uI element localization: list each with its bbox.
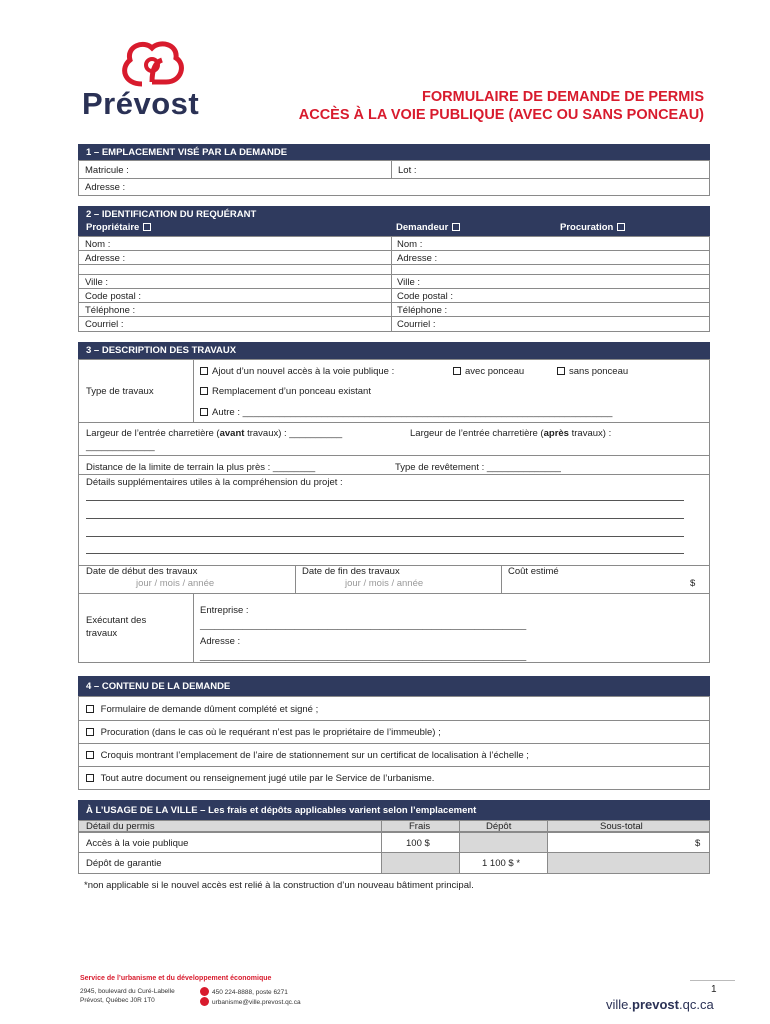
- details-label: Détails supplémentaires utiles à la compréhension du projet :: [86, 477, 343, 488]
- row-acces-frais: 100 $: [406, 838, 430, 849]
- adresse-left[interactable]: Adresse :: [85, 253, 126, 264]
- opt-avec-ponceau[interactable]: avec ponceau: [453, 366, 524, 377]
- entreprise-label: Entreprise :: [200, 605, 249, 616]
- fees-note: *non applicable si le nouvel accès est relié à la construction d’un nouveau bâtiment principal.: [84, 880, 474, 891]
- date-debut-label[interactable]: Date de début des travaux: [86, 566, 198, 577]
- row-acces-label: Accès à la voie publique: [86, 838, 189, 849]
- footer-address2: Prévost, Québec J0R 1T0: [80, 997, 155, 1004]
- autre-checkbox[interactable]: [200, 408, 208, 416]
- depot-cell-shaded: [460, 833, 547, 852]
- footer-website[interactable]: ville.prevost.qc.ca: [606, 997, 714, 1012]
- col-sous-total: Sous-total: [600, 821, 643, 832]
- footer-service: Service de l’urbanisme et du développement économique: [80, 975, 272, 982]
- logo-wordmark: Prévost: [82, 86, 200, 121]
- courriel-right[interactable]: Courriel :: [397, 319, 436, 330]
- section2-header: 2 – IDENTIFICATION DU REQUÉRANT Propriétaire Demandeur Procuration: [78, 206, 710, 236]
- revetement-field[interactable]: Type de revêtement : ______________: [395, 462, 561, 473]
- col-depot: Dépôt: [486, 821, 512, 832]
- details-line-2[interactable]: [86, 518, 684, 519]
- proprietaire-checkbox[interactable]: [143, 223, 151, 231]
- adresse-field[interactable]: Adresse :: [85, 182, 126, 193]
- lot-field[interactable]: Lot :: [398, 165, 417, 176]
- usage-ville-header: À L’USAGE DE LA VILLE – Les frais et dépôts applicables varient selon l’emplacement: [78, 800, 710, 820]
- contenu-checkbox-2[interactable]: [86, 728, 94, 736]
- nouvel-acces-checkbox[interactable]: [200, 367, 208, 375]
- row-depot-depot: 1 100 $ *: [482, 858, 521, 869]
- opt-nouvel-acces[interactable]: Ajout d’un nouvel accès à la voie publique :: [200, 366, 394, 377]
- largeur-avant[interactable]: Largeur de l’entrée charretière (avant travaux) : __________: [86, 428, 343, 439]
- executant-adresse-label: Adresse :: [200, 636, 241, 647]
- contenu-item-3[interactable]: Croquis montrant l’emplacement de l’aire de stationnement sur un certificat de localisation à l’échelle ;: [86, 750, 529, 761]
- contenu-checkbox-3[interactable]: [86, 751, 94, 759]
- footer-phone: 450 224-8888, poste 6271: [200, 987, 288, 996]
- frais-cell-shaded: [382, 853, 459, 873]
- email-icon: [200, 997, 209, 1006]
- remplacement-checkbox[interactable]: [200, 387, 208, 395]
- ville-left[interactable]: Ville :: [85, 277, 109, 288]
- avec-ponceau-checkbox[interactable]: [453, 367, 461, 375]
- contenu-checkbox-1[interactable]: [86, 705, 94, 713]
- nom-right[interactable]: Nom :: [397, 239, 423, 250]
- nom-left[interactable]: Nom :: [85, 239, 111, 250]
- logo-icon: [118, 38, 188, 90]
- distance-field[interactable]: Distance de la limite de terrain la plus près : ________: [86, 462, 316, 473]
- courriel-left[interactable]: Courriel :: [85, 319, 124, 330]
- footer-email[interactable]: urbanisme@ville.prevost.qc.ca: [200, 997, 301, 1006]
- telephone-right[interactable]: Téléphone :: [397, 305, 448, 316]
- procuration-checkbox[interactable]: [617, 223, 625, 231]
- date-fin-label[interactable]: Date de fin des travaux: [302, 566, 400, 577]
- adresse-right[interactable]: Adresse :: [397, 253, 438, 264]
- opt-remplacement[interactable]: Remplacement d’un ponceau existant: [200, 386, 371, 397]
- col-detail: Détail du permis: [86, 821, 155, 832]
- executant-adresse-line[interactable]: _____________________________________________________________________: [200, 651, 527, 661]
- code-postal-left[interactable]: Code postal :: [85, 291, 141, 302]
- matricule-field[interactable]: Matricule :: [85, 165, 129, 176]
- demandeur-checkbox[interactable]: [452, 223, 460, 231]
- code-postal-right[interactable]: Code postal :: [397, 291, 453, 302]
- type-travaux-label: Type de travaux: [86, 386, 154, 397]
- row-acces-soustotal[interactable]: $: [695, 838, 701, 849]
- opt-sans-ponceau[interactable]: sans ponceau: [557, 366, 628, 377]
- phone-icon: [200, 987, 209, 996]
- section4-header: 4 – CONTENU DE LA DEMANDE: [78, 676, 710, 696]
- telephone-left[interactable]: Téléphone :: [85, 305, 136, 316]
- contenu-checkbox-4[interactable]: [86, 774, 94, 782]
- form-title: FORMULAIRE DE DEMANDE DE PERMIS ACCÈS À LA VOIE PUBLIQUE (AVEC OU SANS PONCEAU): [298, 89, 704, 123]
- largeur-apres[interactable]: Largeur de l’entrée charretière (après travaux) :: [410, 428, 612, 439]
- cout-dollar: $: [690, 578, 696, 589]
- footer-address1: 2945, boulevard du Curé-Labelle: [80, 988, 175, 995]
- cout-label[interactable]: Coût estimé: [508, 566, 559, 577]
- executant-label: Exécutant des travaux: [86, 615, 147, 639]
- section1-header: 1 – EMPLACEMENT VISÉ PAR LA DEMANDE: [78, 144, 710, 160]
- date-fin-hint: jour / mois / année: [345, 578, 424, 589]
- largeur-apres-line[interactable]: _____________: [86, 441, 155, 452]
- soustotal-cell-shaded: [548, 853, 709, 873]
- contenu-item-4[interactable]: Tout autre document ou renseignement jugé utile par le Service de l’urbanisme.: [86, 773, 434, 784]
- contenu-item-1[interactable]: Formulaire de demande dûment complété et signé ;: [86, 704, 318, 715]
- details-line-4[interactable]: [86, 553, 684, 554]
- row-depot-label: Dépôt de garantie: [86, 858, 162, 869]
- sans-ponceau-checkbox[interactable]: [557, 367, 565, 375]
- ville-right[interactable]: Ville :: [397, 277, 421, 288]
- details-line-3[interactable]: [86, 536, 684, 537]
- details-line-1[interactable]: [86, 500, 684, 501]
- page-number: 1: [711, 984, 717, 995]
- section3-header: 3 – DESCRIPTION DES TRAVAUX: [78, 342, 710, 359]
- contenu-item-2[interactable]: Procuration (dans le cas où le requérant n’est pas le propriétaire de l’immeuble) ;: [86, 727, 441, 738]
- entreprise-line[interactable]: _____________________________________________________________________: [200, 620, 527, 630]
- date-debut-hint: jour / mois / année: [136, 578, 215, 589]
- opt-autre[interactable]: Autre : ______________________________________________________________________: [200, 407, 612, 418]
- col-frais: Frais: [409, 821, 431, 832]
